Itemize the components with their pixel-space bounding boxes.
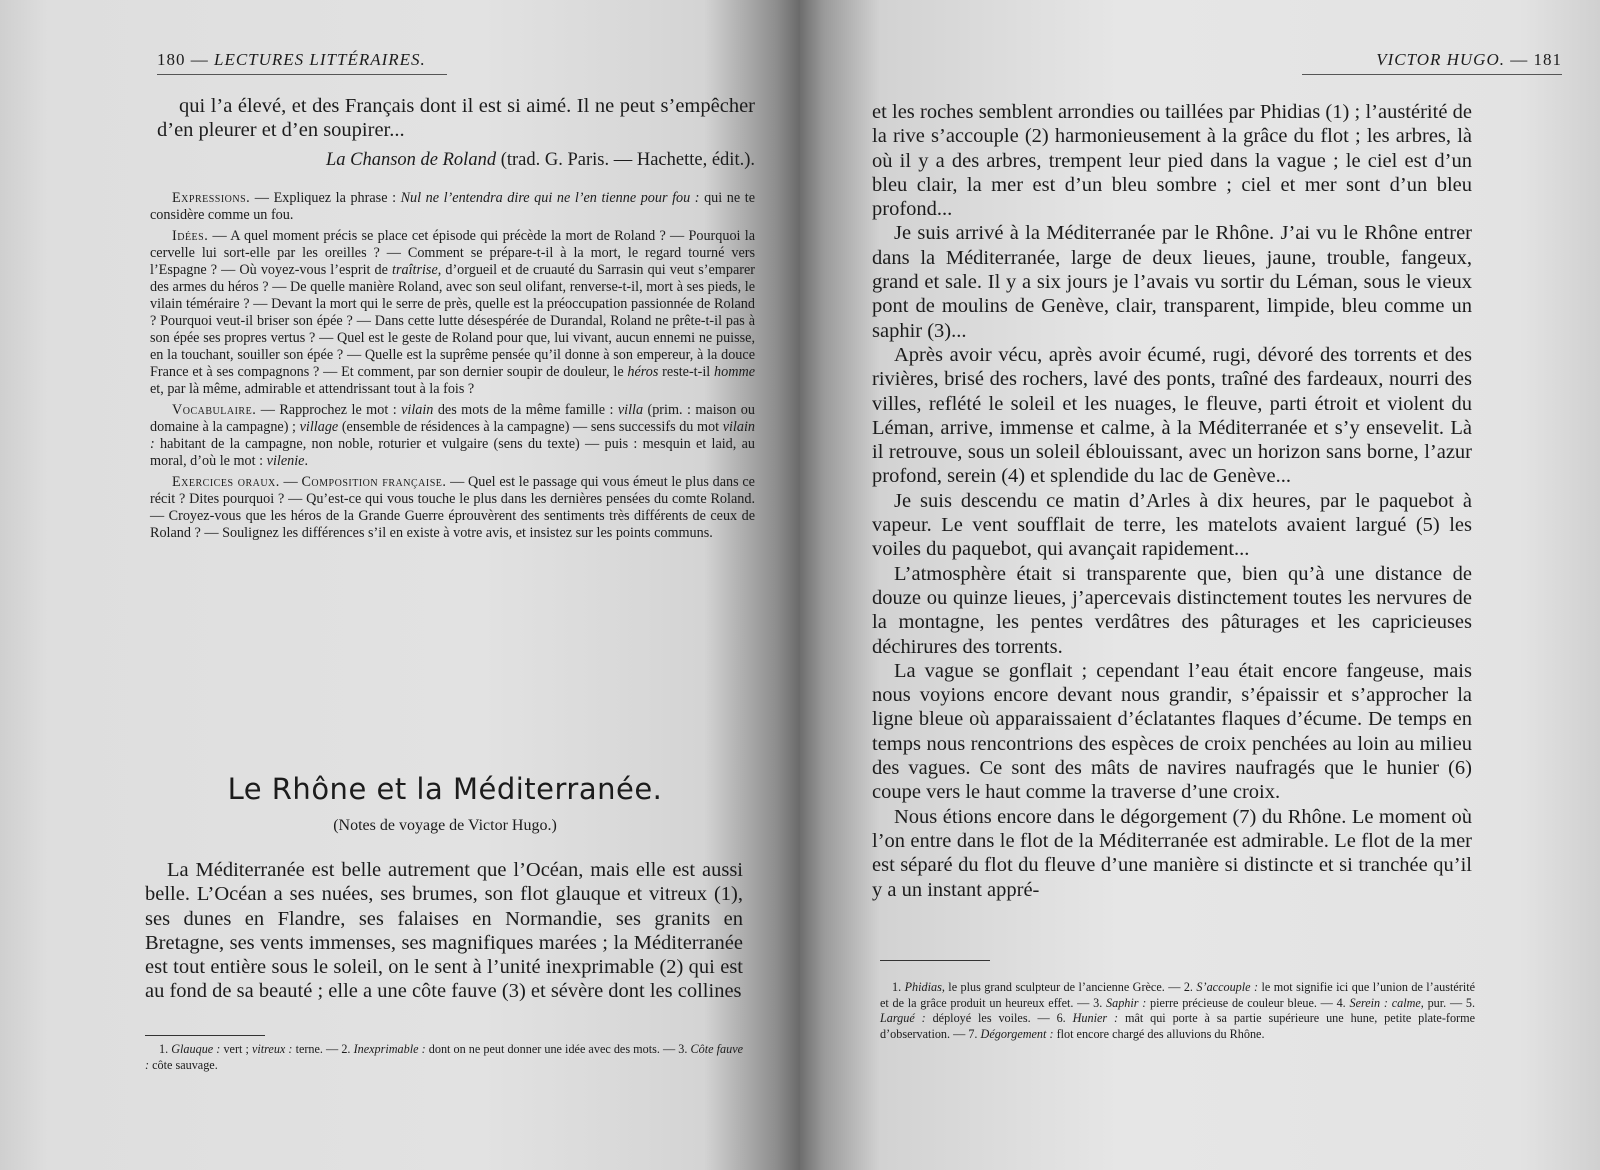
left-opening-block <box>157 94 755 172</box>
left-running-head: 180 — LECTURES LITTÉRAIRES. <box>157 50 447 75</box>
exercises-block <box>150 190 755 546</box>
left-footnotes <box>145 1042 743 1073</box>
exercise-segment: — Quel est le passage qui vous émeut le plus dans ce récit ? Dites pourquoi ? — Qu’est-ce qui vous touche le plus dans les dernières pensées du comte Roland. — Croyez-vous que les héros de la Grande Guerre éprouvèrent des sentiments très différents de ceux de Roland ? — Soulignez les différences s’il en existe à votre avis, et insistez sur les points communs. <box>150 474 755 541</box>
exercise-paragraph <box>150 474 755 542</box>
exercise-label: Vocabulaire. <box>172 402 257 418</box>
exercise-paragraph <box>150 190 755 224</box>
main-text: La Méditerranée est belle autrement que l’Océan, mais elle est aussi belle. L’Océan a ses nuées, ses brumes, son flot glauque et vitreux (1), ses dunes en Flandre, ses falaises en Normandie, ses granits en Bretagne, ses vents immenses, ses magnifiques marées ; la Méditerranée est tout entière sous le soleil, on le sent à l’unité inexprimable (2) qui est au fond de sa beauté ; elle a une côte fauve (3) et sévère dont les collines <box>145 859 743 1003</box>
right-footnote-segment: Phidias, <box>904 980 945 994</box>
left-footnote-segment: dont on ne peut donner une idée avec des mots. — 3. <box>425 1042 691 1056</box>
exercise-segment: héros <box>627 364 659 380</box>
exercise-segment: villa <box>617 402 644 418</box>
opening-paragraph: qui l’a élevé, et des Français dont il est si aimé. Il ne peut s’empêcher d’en pleurer et d’en soupirer... <box>157 95 755 141</box>
right-footnote-segment: Serein : calme, <box>1349 995 1424 1010</box>
exercise-segment: traîtrise <box>392 262 438 278</box>
right-footnote-segment: déployé les voiles. — 6. <box>925 1011 1073 1025</box>
source-citation <box>157 148 755 172</box>
left-page-number: 180 <box>157 50 186 69</box>
source-publisher: (trad. G. Paris. — Hachette, édit.). <box>500 150 755 170</box>
body-paragraph: et les roches semblent arrondies ou taillées par Phidias (1) ; l’austérité de la rive s’accouple (2) harmonieusement à la grâce du flot ; les arbres, là où il y a des arbres, trempent leur pied dans la vague ; le ciel est d’un bleu clair, la mer est d’un bleu sombre ; ciel et mer sont d’un bleu profond... <box>872 101 1472 221</box>
left-footnote-segment: Côte fauve : <box>145 1042 744 1072</box>
exercise-segment: Composition française. <box>301 474 447 490</box>
right-footnote-segment: S’accouple : <box>1196 980 1259 994</box>
left-footnote-segment: terne. — 2. <box>292 1042 354 1056</box>
right-footnote-segment: Dégorgement : <box>980 1026 1054 1041</box>
exercise-segment: homme <box>714 364 755 380</box>
right-footnote-segment: Saphir : <box>1106 995 1147 1010</box>
right-footnote-segment: pur. — 5. <box>1423 995 1476 1010</box>
right-footnote-segment: Hunier : <box>1072 1011 1119 1025</box>
body-paragraph: Je suis descendu ce matin d’Arles à dix heures, par le paquebot à vapeur. Le vent soufflait de terre, les matelots avaient largué (5) les voiles du paquebot, qui avançait rapidement... <box>872 489 1472 561</box>
right-footnote-segment: le plus grand sculpteur de l’ancienne Grèce. — 2. <box>944 980 1197 994</box>
right-text-block <box>872 100 1472 902</box>
body-paragraph: La vague se gonflait ; cependant l’eau était encore fangeuse, mais nous voyions encore devant nous grandir, s’épaissir et s’approcher la ligne bleue où apparaissaient d’éclatantes flaques d’écume. De temps en temps nous rencontrions des espèces de croix penchées au loin au milieu des vagues. Ce sont des mâts de navires naufragés que le hunier (6) coupe vers le haut comme la traverse d’une croix. <box>872 659 1472 804</box>
left-footnote-segment: 1. <box>159 1042 172 1056</box>
right-running-head: VICTOR HUGO. — 181 <box>1302 50 1562 75</box>
source-work: La Chanson de Roland <box>325 150 497 170</box>
exercise-segment: . <box>304 453 308 469</box>
left-running-title: LECTURES LITTÉRAIRES. <box>214 50 426 69</box>
right-footnote-segment: le mot signifie ici que l’union de l’austérité et de la grâce produit un heureux effet. — 3. <box>880 980 1476 1010</box>
exercise-segment: vilain : <box>150 419 755 452</box>
right-footnote-segment: pierre précieuse de couleur bleue. — 4. <box>1146 995 1350 1010</box>
exercise-segment: — <box>279 474 302 490</box>
section-title: Le Rhône et la Méditerranée. <box>227 772 663 806</box>
right-footnote-rule <box>880 960 990 961</box>
left-footnote-segment: côte sauvage. <box>149 1057 218 1072</box>
exercise-segment: (ensemble de résidences à la campagne) — sens successifs du mot <box>338 419 723 435</box>
exercise-paragraph <box>150 228 755 398</box>
exercise-segment: habitant de la campagne, non noble, roturier et vulgaire (sens du texte) — puis : mesquin et laid, au moral, d’où le mot : <box>150 436 755 469</box>
left-footnote-segment: vitreux : <box>251 1042 293 1056</box>
exercise-segment: vilain <box>401 402 434 418</box>
exercise-segment: reste-t-il <box>658 364 715 380</box>
exercise-segment: vilenie <box>266 453 305 469</box>
section-subtitle: (Notes de voyage de Victor Hugo.) <box>333 817 557 834</box>
body-paragraph: Après avoir vécu, après avoir écumé, rugi, dévoré des torrents et des rivières, brisé des rochers, lavé des ponts, traîné des fardeaux, nourri des villes, reflété le soleil et les nuages, le fleuve, parti étroit et violent du Léman, arrive, immense et calme, à la Méditerranée et s’y ensevelit. Là il retrouve, sous un soleil éblouissant, avec un horizon sans borne, l’azur profond, serein (4) et splendide du lac de Genève... <box>872 343 1472 488</box>
exercise-segment: — A quel moment précis se place cet épisode qui précède la mort de Roland ? — Pourquoi la cervelle lui sort-elle par les oreilles ? — Comment se prépare-t-il à la mort, le regard tourné vers l’Espagne ? — Où voyez-vous l’esprit de <box>150 228 755 278</box>
right-footnote-segment: flot encore chargé des alluvions du Rhône. <box>1053 1026 1265 1041</box>
exercise-segment: (prim. : maison ou domaine à la campagne) ; <box>150 402 755 435</box>
left-footnote-segment: Glauque : <box>171 1042 221 1056</box>
right-page <box>800 0 1600 1170</box>
body-paragraph: Je suis arrivé à la Méditerranée par le Rhône. J’ai vu le Rhône entrer dans la Méditerranée, large de deux lieues, jaune, trouble, fangeux, grand et sale. Il y a six jours je l’avais vu sortir du Léman, sous le vieux pont de moulins de Genève, clair, transparent, limpide, bleu comme un saphir (3)... <box>872 222 1472 342</box>
left-footnote-rule <box>145 1035 265 1036</box>
exercise-label: Idées. <box>172 228 209 244</box>
exercise-segment: , d’orgueil et de cruauté du Sarrasin qui veut s’emparer des armes du héros ? — De quelle manière Roland, avec son seul olifant, renverse-t-il, mort à ses pieds, le vilain téméraire ? — Devant la mort qui le serre de près, quelle est la préoccupation passionnée de Roland ? Pourquoi veut-il briser son épée ? — Dans cette lutte désespérée de Durandal, Roland ne prête-t-il pas à son épée ses propres vertus ? — Quel est le geste de Roland pour que, lui vivant, aucun ennemi ne puisse, en la touchant, souiller son épée ? — Quelle est la suprême pensée qu’il donne à son empereur, à la douce France et à ses compagnons ? — Et comment, par son dernier soupir de douleur, le <box>150 262 755 380</box>
exercise-segment: village <box>299 419 339 435</box>
exercise-label: Exercices oraux. <box>172 474 280 490</box>
exercise-segment: — Expliquez la phrase : <box>250 190 401 206</box>
exercise-paragraph <box>150 402 755 470</box>
exercise-segment: des mots de la même famille : <box>433 402 618 418</box>
exercise-segment: et, par là même, admirable et attendrissant tout à la fois ? <box>150 381 475 397</box>
exercise-label: Expressions. <box>172 190 251 206</box>
left-footnote-segment: Inexprimable : <box>353 1042 426 1056</box>
right-footnote-segment: Largué : <box>880 1011 926 1025</box>
right-footnotes <box>880 980 1475 1042</box>
body-paragraph: L’atmosphère était si transparente que, bien qu’à une distance de douze ou quinze lieues, j’apercevais distinctement toutes les nervures de la montagne, les pentes verdâtres des pâturages et les capricieuses déchirures des torrents. <box>872 562 1472 658</box>
body-paragraph: Nous étions encore dans le dégorgement (7) du Rhône. Le moment où l’on entre dans le flot de la Méditerranée est admirable. Le flot de la mer est séparé du flot du fleuve d’une manière si distincte et si tranchée qu’il y a un instant appré- <box>872 805 1472 901</box>
exercise-segment: Nul ne l’entendra dire qui ne l’en tienne pour fou : <box>400 190 700 206</box>
right-footnote-segment: 1. <box>892 980 905 994</box>
exercise-segment: qui ne te considère comme un fou. <box>150 190 755 223</box>
right-running-title: VICTOR HUGO. <box>1376 50 1505 69</box>
exercise-segment: — Rapprochez le mot : <box>256 402 402 418</box>
left-footnote-segment: vert ; <box>220 1042 252 1056</box>
right-footnote-segment: mât qui porte à sa partie supérieure une hune, petite plate-forme d’observation. — 7. <box>880 1011 1475 1041</box>
main-text-block <box>145 858 743 1004</box>
right-page-number: 181 <box>1533 50 1562 69</box>
